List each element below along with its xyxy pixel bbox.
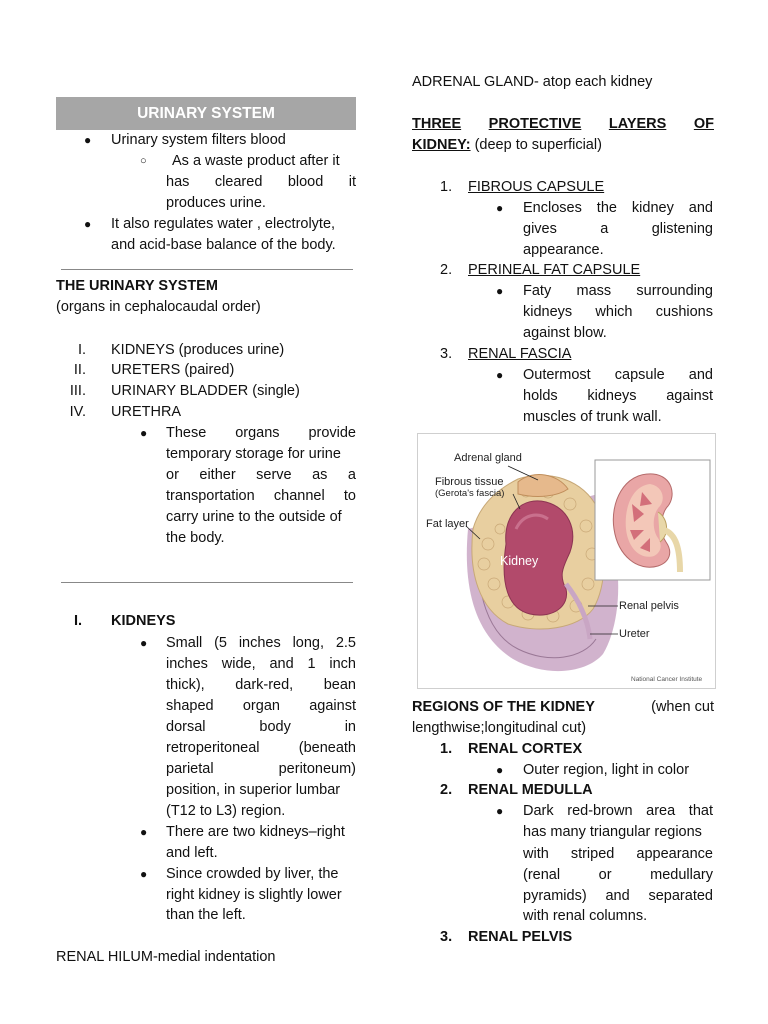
layer-number: 2. — [440, 262, 453, 278]
note-line: or either serve as a — [166, 467, 356, 483]
divider — [61, 582, 353, 583]
layer-number: 1. — [440, 179, 453, 195]
layer-desc: appearance. — [523, 242, 604, 258]
layers-title-word: LAYERS — [608, 116, 667, 132]
regions-title-rest: (when cut — [651, 699, 714, 715]
organ-number: I. — [77, 342, 86, 358]
organ-item: URETERS (paired) — [111, 362, 235, 378]
kidney-line: There are two kidneys–right — [166, 824, 345, 840]
layers-title-word: OF — [693, 116, 714, 132]
region-name: RENAL MEDULLA — [468, 782, 593, 798]
organ-number: III. — [69, 383, 86, 399]
organ-item: URETHRA — [111, 404, 182, 420]
label-ureter: Ureter — [619, 628, 650, 640]
kidney-line: and left. — [166, 845, 218, 861]
kidney-line: than the left. — [166, 907, 246, 923]
label-fat-layer: Fat layer — [426, 518, 469, 530]
regions-title — [412, 697, 714, 718]
note-line: the body. — [166, 530, 225, 546]
kidney-line: (T12 to L3) region. — [166, 803, 286, 819]
region-desc: Outer region, light in color — [523, 762, 690, 778]
bullet-dot: ● — [496, 763, 504, 777]
layer-number: 3. — [440, 346, 453, 362]
layer-desc: muscles of trunk wall. — [523, 409, 662, 425]
layer-desc: Encloses the kidney and — [523, 200, 713, 216]
layers-title-kidney: KIDNEY: — [412, 137, 471, 153]
kidney-line: dorsal body in — [166, 719, 356, 735]
region-desc: has many triangular regions — [523, 824, 702, 840]
section-banner: URINARY SYSTEM — [56, 97, 356, 130]
layer-desc: holds kidneys against — [523, 388, 713, 404]
kidney-line: position, in superior lumbar — [166, 782, 341, 798]
organ-number: II. — [73, 362, 86, 378]
region-desc: (renal or medullary — [523, 867, 713, 883]
organ-item: KIDNEYS (produces urine) — [111, 342, 285, 358]
label-renal-pelvis: Renal pelvis — [619, 600, 679, 612]
bullet-dot: ● — [140, 636, 148, 650]
layer-desc: kidneys which cushions — [523, 304, 713, 320]
region-number: 3. — [440, 929, 453, 945]
bullet-dot: ● — [496, 804, 504, 818]
intro-line: Urinary system filters blood — [111, 132, 286, 148]
note-line: temporary storage for urine — [166, 446, 341, 462]
label-gerotas-fascia: (Gerota's fascia) — [435, 488, 505, 499]
layers-title-line2 — [412, 135, 602, 156]
bullet-dot: ● — [496, 201, 504, 215]
intro-line: It also regulates water , electrolyte, — [111, 216, 336, 232]
bullet-dot: ● — [140, 825, 148, 839]
region-desc: with renal columns. — [523, 908, 648, 924]
layers-title — [412, 114, 714, 135]
kidney-line: shaped organ against — [166, 698, 356, 714]
adrenal-note: ADRENAL GLAND- atop each kidney — [412, 74, 653, 90]
layer-name: PERINEAL FAT CAPSULE — [468, 262, 641, 278]
intro-line: has cleared blood it — [166, 174, 356, 190]
organ-number: IV. — [69, 404, 86, 420]
regions-subtitle: lengthwise;longitudinal cut) — [412, 720, 587, 736]
layer-desc: Faty mass surrounding — [523, 283, 713, 299]
bullet-dot: ● — [496, 284, 504, 298]
regions-title-main: REGIONS OF THE KIDNEY — [412, 699, 595, 715]
bullet-dot: ● — [140, 867, 148, 881]
kidney-line: inches wide, and 1 inch — [166, 656, 356, 672]
section-title: THE URINARY SYSTEM — [56, 278, 218, 294]
bullet-dot: ● — [496, 368, 504, 382]
intro-line: produces urine. — [166, 195, 266, 211]
region-number: 2. — [440, 782, 453, 798]
note-line: These organs provide — [166, 425, 356, 441]
label-kidney: Kidney — [500, 554, 539, 568]
region-number: 1. — [440, 741, 453, 757]
layer-desc: Outermost capsule and — [523, 367, 713, 383]
region-desc: with striped appearance — [523, 846, 713, 862]
bullet-dot: ● — [84, 217, 92, 231]
figure-credit: National Cancer Institute — [631, 676, 703, 683]
layers-title-rest: (deep to superficial) — [470, 137, 602, 153]
kidney-line: retroperitoneal (beneath — [166, 740, 356, 756]
bullet-dot: ● — [140, 426, 148, 440]
region-name: RENAL CORTEX — [468, 741, 583, 757]
layers-title-word: PROTECTIVE — [488, 116, 582, 132]
kidneys-title: KIDNEYS — [111, 613, 176, 629]
layers-title-word: THREE — [412, 116, 462, 132]
intro-line: and acid-base balance of the body. — [111, 237, 336, 253]
kidneys-number: I. — [74, 613, 83, 629]
layer-desc: against blow. — [523, 325, 607, 341]
intro-line: As a waste product after it — [172, 153, 340, 169]
kidney-line: parietal peritoneum) — [166, 761, 356, 777]
label-adrenal-gland: Adrenal gland — [454, 452, 522, 464]
sub-bullet-circle: ○ — [140, 155, 147, 167]
region-desc: Dark red-brown area that — [523, 803, 713, 819]
kidney-line: Small (5 inches long, 2.5 — [166, 635, 356, 651]
bullet-dot: ● — [84, 133, 92, 147]
kidney-line: thick), dark-red, bean — [166, 677, 356, 693]
kidney-line: right kidney is slightly lower — [166, 887, 342, 903]
region-desc: pyramids) and separated — [523, 888, 713, 904]
note-line: carry urine to the outside of — [166, 509, 342, 525]
layer-name: FIBROUS CAPSULE — [468, 179, 605, 195]
kidney-illustration — [418, 434, 715, 688]
organ-item: URINARY BLADDER (single) — [111, 383, 300, 399]
section-subtitle: (organs in cephalocaudal order) — [56, 299, 261, 315]
layer-name: RENAL FASCIA — [468, 346, 572, 362]
divider — [61, 269, 353, 270]
label-fibrous-tissue: Fibrous tissue — [435, 476, 504, 488]
kidney-line: Since crowded by liver, the — [166, 866, 339, 882]
kidney-anatomy-figure — [417, 433, 716, 689]
note-line: transportation channel to — [166, 488, 356, 504]
layer-desc: gives a glistening — [523, 221, 713, 237]
renal-hilum-note: RENAL HILUM-medial indentation — [56, 949, 276, 965]
region-name: RENAL PELVIS — [468, 929, 573, 945]
